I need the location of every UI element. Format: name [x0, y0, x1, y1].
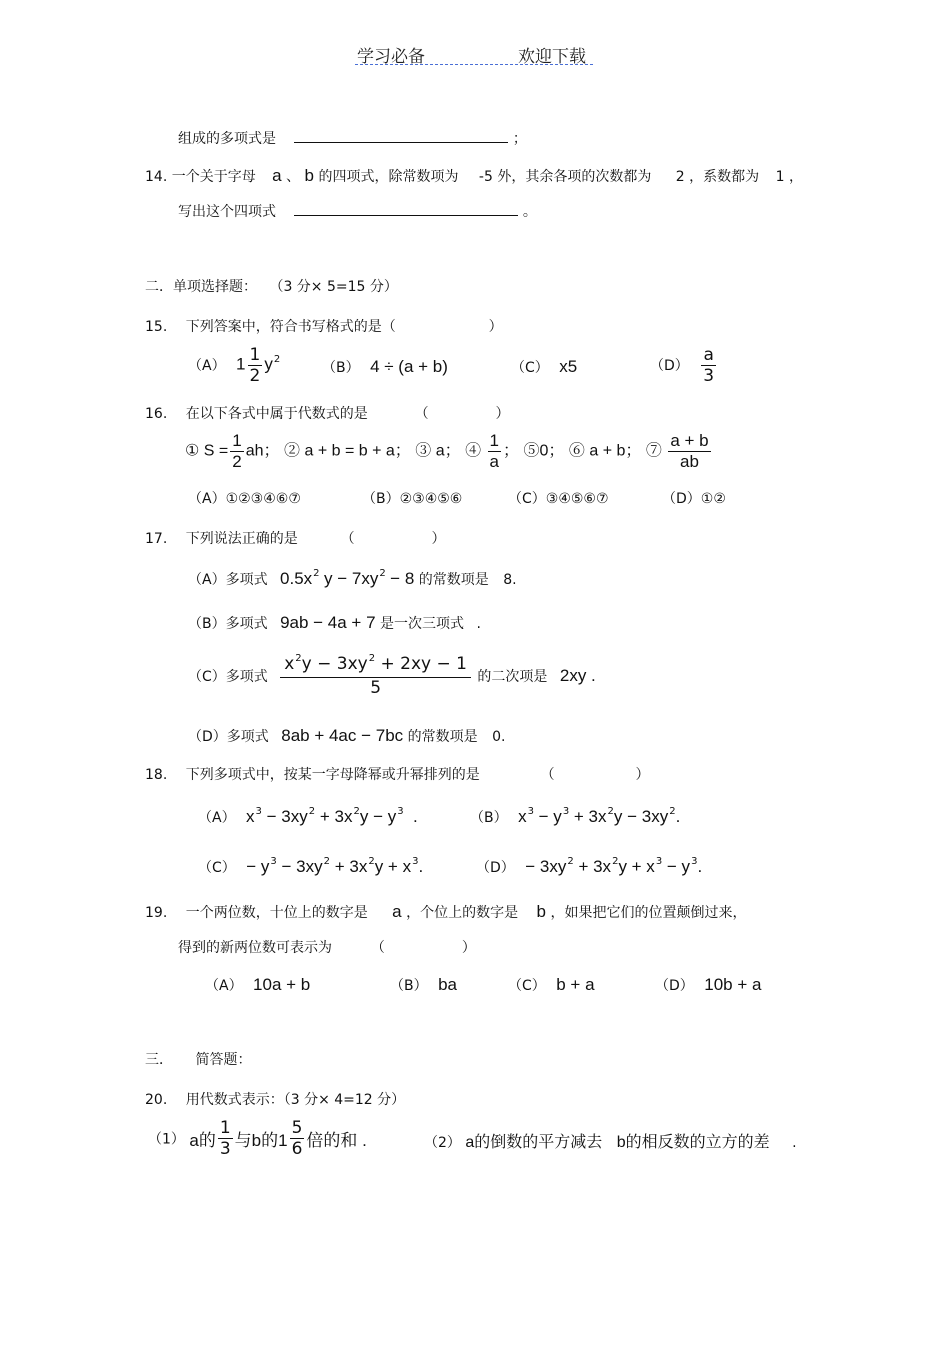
header-left: 学习必备 [357, 47, 425, 67]
q17-a-p2: y − 7xy [324, 569, 379, 588]
q15-stem: 下列答案中，符合书写格式的是（ [185, 319, 396, 335]
q20-p1-den: 3 [219, 1139, 231, 1159]
q15-b-expr: 4 ÷ (a + b) [370, 357, 448, 376]
q16-option-b: （B）②③④⑤⑥ [362, 491, 463, 507]
q19-option-c [508, 975, 595, 995]
q16-item-4-num: 1 [489, 431, 500, 450]
q16-option-a: （A）①②③④⑥⑦ [188, 491, 301, 507]
q15-a-var: y [264, 354, 273, 374]
q19-b-label: （B） [390, 978, 428, 994]
q18-d-t6: − y [662, 857, 691, 876]
q20-p1-num: 1 [219, 1118, 231, 1138]
q17-b-tail: 是一次三项式 [380, 616, 464, 632]
q16-item-1-mark: ① [185, 442, 200, 460]
q18-c-t8: . [418, 857, 424, 876]
q18-b-t2: − y [533, 807, 562, 826]
q18-c-t0: − y [246, 857, 270, 876]
q18-a-t5: 2 [353, 806, 360, 817]
q18-num: 18. [145, 767, 168, 783]
q19-d-label: （D） [655, 978, 694, 994]
q16-item-5-mark: ⑤ [523, 442, 540, 460]
q19-option-b [390, 975, 457, 995]
q18-c-t6: y + x [374, 857, 412, 876]
q18-b-t1: 3 [527, 806, 534, 817]
q16-semi-5: ； [548, 442, 565, 460]
q15-option-d [650, 345, 718, 386]
q20-part-1 [148, 1118, 367, 1159]
q17-a-p3: − 8 [390, 569, 415, 588]
q16-item-1-fraction [230, 431, 243, 472]
q14-line2-text: 写出这个四项式 [178, 204, 276, 220]
q17-paren-close: ） [431, 531, 446, 547]
q20-p1-fraction-2 [290, 1118, 305, 1159]
q16-item-7-fraction [668, 431, 710, 472]
question-17 [145, 528, 446, 548]
q17-c-n3: + 2xy − 1 [380, 654, 467, 674]
q20-p1-den2: 6 [291, 1139, 303, 1159]
q14-end: 。 [522, 204, 537, 220]
q17-d-tail: 的常数项是 [407, 729, 478, 745]
q17-c-label: （C）多项式 [188, 669, 268, 685]
q20-part-2 [424, 1129, 797, 1152]
q19-option-d [655, 975, 761, 995]
q16-item-2-expr: a + b = b + a [304, 442, 395, 460]
q15-option-a [188, 345, 280, 386]
q19-line2 [178, 937, 476, 957]
q18-b-t3: 3 [562, 806, 570, 817]
q16-semi-4: ； [503, 442, 520, 460]
q18-c-label: （C） [198, 860, 236, 876]
q16-item-3-mark: ③ [415, 442, 432, 460]
q20-num: 20. [145, 1092, 168, 1108]
q18-paren-open: （ [540, 767, 555, 783]
q20-p2-b: b的相反数的立方的差 [616, 1134, 770, 1151]
q14-num: 14. [145, 169, 168, 185]
q16-semi-2: ； [394, 442, 411, 460]
q15-a-fraction [248, 345, 263, 386]
q17-option-a [188, 569, 517, 589]
q14-var-a: a [272, 166, 282, 185]
q18-a-t0: x [246, 807, 255, 826]
q17-d-val: 0. [492, 729, 506, 745]
q15-b-label: （B） [322, 360, 360, 376]
q16-semi-1: ； [263, 442, 280, 460]
q17-c-e2: 2 [368, 653, 376, 664]
q20-stem: 用代数式表示：（3 分× 4=12 分） [185, 1092, 406, 1108]
question-14 [145, 166, 803, 186]
q18-b-t4: + 3x [569, 807, 607, 826]
q16-item-1-a: S = [203, 442, 229, 460]
q19-num: 19. [145, 905, 168, 921]
q16-semi-3: ； [444, 442, 461, 460]
q18-d-t7: 3 [691, 856, 698, 867]
q15-a-num: 1 [249, 345, 261, 365]
section-2-title [145, 276, 398, 296]
q15-c-label: （C） [511, 360, 549, 376]
q15-a-whole: 1 [236, 354, 246, 374]
q18-c-t1: 3 [270, 856, 277, 867]
q19-paren-open: （ [370, 940, 385, 956]
q18-a-t8: . [403, 807, 418, 826]
q18-c-t3: 2 [323, 856, 330, 867]
q16-paren-open: （ [414, 406, 429, 422]
q16-item-7-num: a + b [670, 431, 709, 450]
q18-c-t2: − 3xy [276, 857, 323, 876]
q18-d-t3: 2 [612, 856, 619, 867]
q19-a-expr: 10a + b [253, 975, 311, 994]
q18-d-t8: . [697, 857, 703, 876]
q18-c-t4: + 3x [329, 857, 368, 876]
q16-item-1-den: 2 [232, 452, 242, 471]
q18-a-t7: 3 [397, 806, 404, 817]
q15-d-num: a [703, 345, 714, 365]
q17-a-val: 8. [503, 572, 517, 588]
q17-c-e1: 2 [295, 653, 302, 664]
section-3-num: 三． [145, 1052, 173, 1068]
q17-b-expr: 9ab − 4a + 7 [280, 613, 376, 632]
q19-var-a: a [392, 902, 402, 921]
question-16 [145, 403, 510, 423]
q18-option-c [198, 857, 423, 877]
q17-c-n2: y − 3xy [301, 654, 368, 674]
q18-option-a [198, 807, 418, 827]
q20-p1-c: 倍的和 . [306, 1131, 367, 1150]
q19-t2: ，个位上的数字是 [406, 905, 519, 921]
q17-d-expr: 8ab + 4ac − 7bc [281, 726, 404, 745]
q17-a-label: （A）多项式 [188, 572, 268, 588]
q18-stem: 下列多项式中，按某一字母降幂或升幂排列的是 [185, 767, 480, 783]
q16-item-1-num: 1 [232, 431, 242, 450]
q15-paren-close: ） [488, 319, 503, 335]
q20-p1-a: a的 [189, 1131, 216, 1150]
q16-item-1-b: ah [245, 442, 264, 460]
q14-blank [294, 215, 518, 216]
q17-b-label: （B）多项式 [188, 616, 268, 632]
header-underline [355, 64, 593, 65]
q17-option-b [188, 613, 481, 633]
q17-c-fraction [280, 654, 471, 698]
q14-coef: 1 [775, 169, 785, 185]
q14-t4: ，系数都为 [689, 169, 760, 185]
q18-option-d [476, 857, 702, 877]
question-15 [145, 316, 503, 336]
q20-p1-label: （1） [148, 1131, 185, 1148]
q20-p2-a: a的倒数的平方减去 [465, 1134, 603, 1151]
q20-p2-end: . [792, 1135, 797, 1151]
q15-a-den: 2 [249, 366, 261, 386]
q14-var-b: b [304, 166, 315, 185]
q16-items [185, 431, 713, 472]
q17-a-e1: 2 [313, 568, 320, 579]
q18-b-t7: 2 [669, 806, 676, 817]
q18-b-t8: . [675, 807, 681, 826]
q16-num: 16. [145, 406, 168, 422]
q18-a-label: （A） [198, 810, 236, 826]
section-2-score: （3 分× 5=15 分） [269, 279, 398, 295]
q18-d-t0: − 3xy [525, 857, 567, 876]
q14-degree: 2 [675, 169, 685, 185]
q19-d-expr: 10b + a [704, 975, 762, 994]
q17-paren-open: （ [340, 531, 355, 547]
q14-t2: 的四项式，除常数项为 [318, 169, 459, 185]
q19-line2-text: 得到的新两位数可表示为 [178, 940, 332, 956]
q16-item-7-den: ab [680, 452, 699, 471]
q17-c-den: 5 [370, 678, 382, 698]
q14-line2 [178, 201, 537, 221]
q18-a-t6: y − y [359, 807, 397, 826]
q18-d-t2: + 3x [573, 857, 612, 876]
q18-c-t7: 3 [412, 856, 419, 867]
q17-a-e2: 2 [379, 568, 386, 579]
q16-item-7-mark: ⑦ [645, 442, 662, 460]
q18-b-t5: 2 [607, 806, 614, 817]
q16-item-2-mark: ② [284, 442, 301, 460]
q15-d-label: （D） [650, 357, 689, 374]
q16-item-6-mark: ⑥ [568, 442, 585, 460]
q15-a-label: （A） [188, 357, 226, 374]
q20-p1-b: 与b的1 [234, 1131, 288, 1150]
q15-a-exp: 2 [273, 353, 281, 365]
section-3-title [145, 1049, 251, 1069]
q16-option-d: （D）①② [662, 491, 726, 507]
question-18 [145, 764, 650, 784]
q16-paren-close: ） [495, 406, 510, 422]
q15-option-b [322, 357, 448, 377]
q18-c-t5: 2 [368, 856, 375, 867]
q18-d-t4: y + x [618, 857, 655, 876]
q17-num: 17. [145, 531, 168, 547]
q18-a-t1: 3 [255, 806, 262, 817]
q15-num: 15. [145, 319, 168, 335]
q18-b-label: （B） [470, 810, 508, 826]
q17-b-end: . [476, 616, 481, 632]
q17-a-p1: 0.5x [280, 569, 313, 588]
q18-a-t3: 2 [308, 806, 316, 817]
q19-a-label: （A） [205, 978, 243, 994]
q14-t3: 外，其余各项的次数都为 [497, 169, 652, 185]
q17-c-tail: 的二次项是 [477, 669, 548, 685]
q16-item-4-den: a [489, 452, 500, 471]
q16-item-4-fraction [488, 431, 501, 472]
q18-d-t1: 2 [567, 856, 574, 867]
q16-item-4-mark: ④ [465, 442, 482, 460]
q15-d-den: 3 [703, 366, 715, 386]
q20-p1-num2: 5 [291, 1118, 303, 1138]
q16-stem: 在以下各式中属于代数式的是 [185, 406, 368, 422]
q18-b-t0: x [518, 807, 527, 826]
q19-t3: ，如果把它们的位置颠倒过来， [550, 905, 747, 921]
q18-paren-close: ） [635, 767, 650, 783]
q17-stem: 下列说法正确的是 [185, 531, 298, 547]
section-3-name: 简答题： [195, 1052, 252, 1068]
q13-end: ； [512, 131, 527, 147]
q17-d-label: （D）多项式 [188, 729, 269, 745]
q16-option-c: （C）③④⑤⑥⑦ [508, 491, 609, 507]
q19-c-expr: b + a [556, 975, 595, 994]
question-19 [145, 902, 746, 922]
q19-paren-close: ） [461, 940, 476, 956]
q16-item-5-expr: 0 [539, 442, 549, 460]
q18-a-t4: + 3x [315, 807, 353, 826]
q17-a-tail: 的常数项是 [418, 572, 489, 588]
q19-t1: 一个两位数，十位上的数字是 [185, 905, 368, 921]
q19-option-a [205, 975, 310, 995]
question-20 [145, 1089, 405, 1109]
q16-item-6-expr: a + b [589, 442, 626, 460]
q17-c-n1: x [284, 654, 295, 674]
q16-semi-6: ； [625, 442, 642, 460]
q13-line [178, 128, 527, 148]
q17-option-c [188, 654, 596, 698]
q18-option-b [470, 807, 680, 827]
q13-blank [294, 142, 508, 143]
q14-const: -5 [478, 169, 493, 185]
q16-item-3-expr: a [435, 442, 445, 460]
q20-p2-label: （2） [424, 1135, 461, 1151]
q18-b-t6: y − 3xy [613, 807, 669, 826]
q14-t1: 一个关于字母 [171, 169, 256, 185]
q17-c-val: 2xy . [559, 666, 596, 685]
q18-d-t5: 3 [655, 856, 663, 867]
q20-p1-fraction-1 [218, 1118, 233, 1159]
q15-d-fraction [701, 345, 716, 386]
q14-sep: 、 [286, 169, 301, 185]
q15-c-expr: x5 [559, 357, 578, 376]
q17-c-num [280, 654, 471, 678]
q18-a-t2: − 3xy [261, 807, 308, 826]
q13-text: 组成的多项式是 [178, 131, 276, 147]
section-2-name: 二．单项选择题： [145, 279, 257, 295]
q19-c-label: （C） [508, 978, 546, 994]
q14-t5: ， [789, 169, 803, 185]
q19-var-b: b [536, 902, 547, 921]
q18-d-label: （D） [476, 860, 515, 876]
q17-option-d [188, 726, 505, 746]
q19-b-expr: ba [438, 975, 457, 994]
header-right: 欢迎下载 [518, 47, 586, 67]
q15-option-c [511, 357, 577, 377]
